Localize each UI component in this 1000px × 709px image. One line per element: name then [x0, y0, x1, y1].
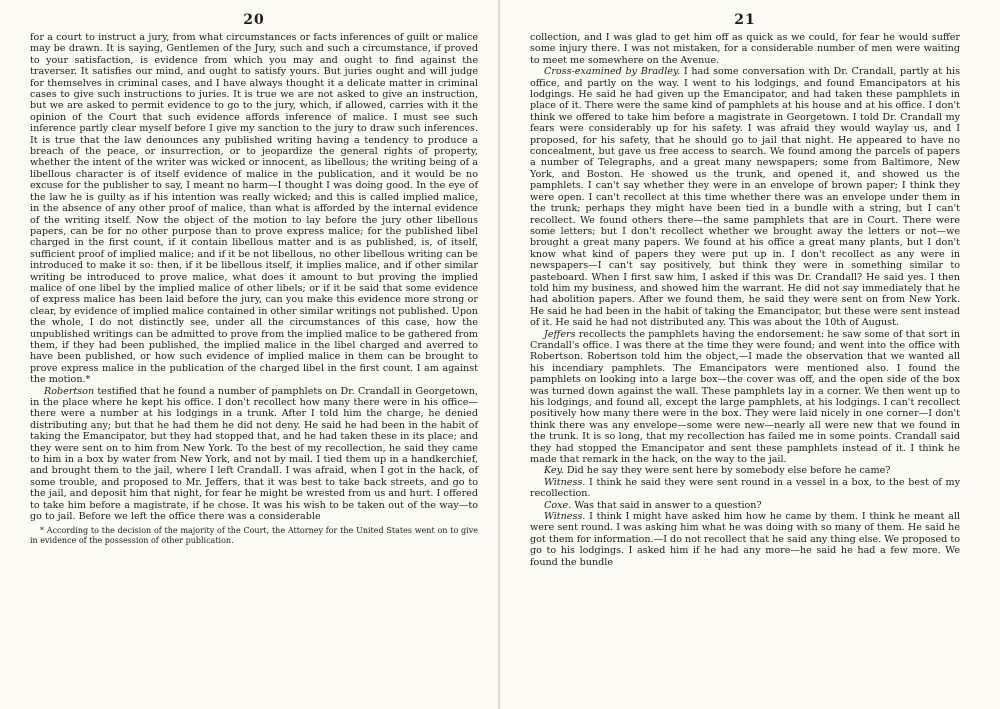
paragraph-text: I had some conversation with Dr. Crandall, partly at his office, and partly on the way. I went to his lodgings, and found Emancipators at his lodgings. He said he had given up the Emancipator, and had taken these pamphlets in place of it. There were the same kind of pamphlets at his house and at his office. I don't think we offered to take him before a magistrate in Georgetown. I told Dr. Crandall my fears were considerably up for his safety. I was afraid they would waylay us, and I proposed, for his safety, that he should go to jail that night. He appeared to have no concealment, but gave us free access to search. We found among the parcels of papers a number of Telegraphs, and a great many newspapers; some from Baltimore, New York, and Boston. He showed us the trunk, and opened it, and showed us the pamphlets. I can't say whether they were in an envelope of brown paper; I think they were open. I can't recollect at this time whether there was an envelope under them in the trunk; perhaps they might have been tied in a bundle with a string, but I can't recollect. We found others there—the same pamphlets that are in Court. There were some letters; but I don't recollect whether we brought away the letters or not—we brought a great many papers. We found at his office a great many plants, but I don't know what kind of papers they were put up in. I don't recollect as any were in newspapers—I can't say positively, but think they were in something similar to pasteboard. When I first saw him, I asked if this was Dr. Crandall? He said yes. I then told him my business, and showed him the warrant. He did not say immediately that he had abolition papers. After we found them, he said they were sent on from New York. He said he had been in the habit of taking the Emancipator, but these were sent instead of it. He said he had not distributed any. This was about the 10th of August.: [530, 66, 960, 329]
footnote: * According to the decision of the majority of the Court, the Attorney for the United States went on to give in evidence of the possession of other publication.: [30, 526, 478, 546]
right-page: [500, 0, 1000, 709]
paragraph-text: Did he say they were sent here by somebody else before he came?: [563, 465, 891, 477]
paragraph-text: I think I might have asked him how he came by them. I think he meant all were sent round. I was asking him what he was doing with so many of them. He said he got them for information.—I do not recollect that he said any thing else. We proposed to go to his lodgings. I asked him if he had any more—he said he had a few more. We found the bundle: [530, 511, 960, 568]
speaker-name: Cross-examined by Bradley.: [544, 66, 681, 78]
paragraph: [530, 477, 960, 500]
left-page-body: [30, 32, 478, 522]
page-number: 20: [243, 12, 265, 28]
speaker-name: Witness.: [544, 476, 586, 488]
paragraph-text: I think he said they were sent round in a vessel in a box, to the best of my recollection.: [530, 476, 960, 500]
paragraph: [530, 329, 960, 466]
speaker-name: Coxe.: [544, 499, 572, 511]
paragraph-text: collection, and I was glad to get him off as quick as we could, for fear he would suffer some injury there. I was not mistaken, for a considerable number of men were waiting to meet me somewhere on the Avenue.: [530, 32, 960, 66]
paragraph: [530, 511, 960, 568]
paragraph-text: Was that said in answer to a question?: [571, 499, 762, 511]
paragraph-text: recollects the pamphlets having the endorsement: he saw some of that sort in Crandall's office. I was there at the time they were found; and went into the office with Robertson. Robertson told him the object,—I made the observation that we wanted all his incendiary pamphlets. The Emancipators were mentioned also. I found the pamphlets on looking into a large box—the cover was off, and the open side of the box was turned down against the wall. These pamphlets lay in a corner. We then went up to his lodgings, and found all, except the large pamphlets, at his lodgings. I can't recollect positively how many there were in the box. They were laid nicely in one corner—I don't think there was any envelope—some were new—nearly all were new that we found in the trunk. It is so long, that my recollection has failed me in some points. Crandall said they had stopped the Emancipator and sent these pamphlets instead of it. I think he made that remark in the hack, on the way to the jail.: [530, 328, 960, 466]
speaker-name: Robertson: [44, 385, 95, 397]
paragraph: [30, 32, 478, 386]
paragraph: [30, 386, 478, 523]
page-number: 21: [734, 12, 756, 28]
paragraph-text: for a court to instruct a jury, from what circumstances or facts inferences of guilt or malice may be drawn. It is saying, Gentlemen of the Jury, such and such a circumstance, if proved to your satisfaction, is evidence from which you may and ought to find against the traverser. It satisfies our mind, and ought to satisfy yours. But juries ought and will judge for themselves in criminal cases, and I have always thought it a delicate matter in criminal cases to give such instructions to juries. It is true we are not asked to give an instruction, but we are asked to permit evidence to go to the jury, which, if allowed, carries with it the opinion of the Court that such evidence affords inference of malice. I must see such inference partly clear myself before I give my sanction to the jury to draw such inferences. It is true that the law denounces any published writing having a tendency to produce a breach of the peace, or insurrection, or to jeopardize the general rights of property, whether the intent of the writer was wicked or innocent, as libellous; the writing being of a libellous character is of itself evidence of malice in the publication, and it would be no excuse for the publisher to say, I meant no harm—I thought I was doing good. In the eye of the law he is guilty as if his intention was really wicked; and this is called implied malice, in the absence of any other proof of malice, than what is afforded by the internal evidence of the writing itself. Now the object of the motion to lay before the jury other libellous papers, can be for no other purpose than to prove express malice; for the published libel charged in the first count, if it contain libellous matter and is as published, is, of itself, sufficient proof of implied malice; and if it be not libellous, no other libellous writing can be introduced to make it so: then, if it be libellous itself, it implies malice, and if other similar writing be introduced to prove malice, what does it amount to but proving the implied malice of one libel by the implied malice of other libels; or if it be said that some evidence of express malice has been laid before the jury, can you make this evidence more strong or clear, by evidence of implied malice contained in other similar writings not published. Upon the whole, I do not distinctly see, under all the circumstances of this case, how the unpublished writings can be admitted to prove from the implied malice to be gathered from them, if they had been published, the implied malice in the libel charged and averred to have been published, or how such evidence of implied malice in them can be brought to prove express malice in the publication of the charged libel in the first count. I am against the motion.*: [30, 32, 478, 386]
right-page-body: [530, 32, 960, 568]
paragraph: [530, 500, 960, 511]
speaker-name: Jeffers: [544, 328, 576, 340]
paragraph: [530, 32, 960, 66]
speaker-name: Witness.: [544, 511, 586, 523]
speaker-name: Key.: [544, 465, 564, 477]
paragraph-text: testified that he found a number of pamphlets on Dr. Crandall in Georgetown, in the place where he kept his office. I don't recollect how many there were in his office—there were a number at his lodgings in a trunk. After I told him the charge, he denied distributing any; but that he had them he did not deny. He said he had been in the habit of taking the Emancipator, but they had stopped that, and he had taken these in its place; and they were sent on to him from New York. To the best of my recollection, he said they came to him in a box by water from New York, and not by mail. I tied them up in a handkerchief, and brought them to the jail, where I left Crandall. I was afraid, when I got in the hack, of some trouble, and proposed to Mr. Jeffers, that it was best to take back streets, and go to the jail, and deposit him that night, for fear he might be wrested from us and hurt. I offered to take him before a magistrate, if he chose. It was his wish to be taken out of the way—to go to jail. Before we left the office there was a considerable: [30, 385, 478, 523]
paragraph: [530, 66, 960, 328]
paragraph: [530, 465, 960, 476]
